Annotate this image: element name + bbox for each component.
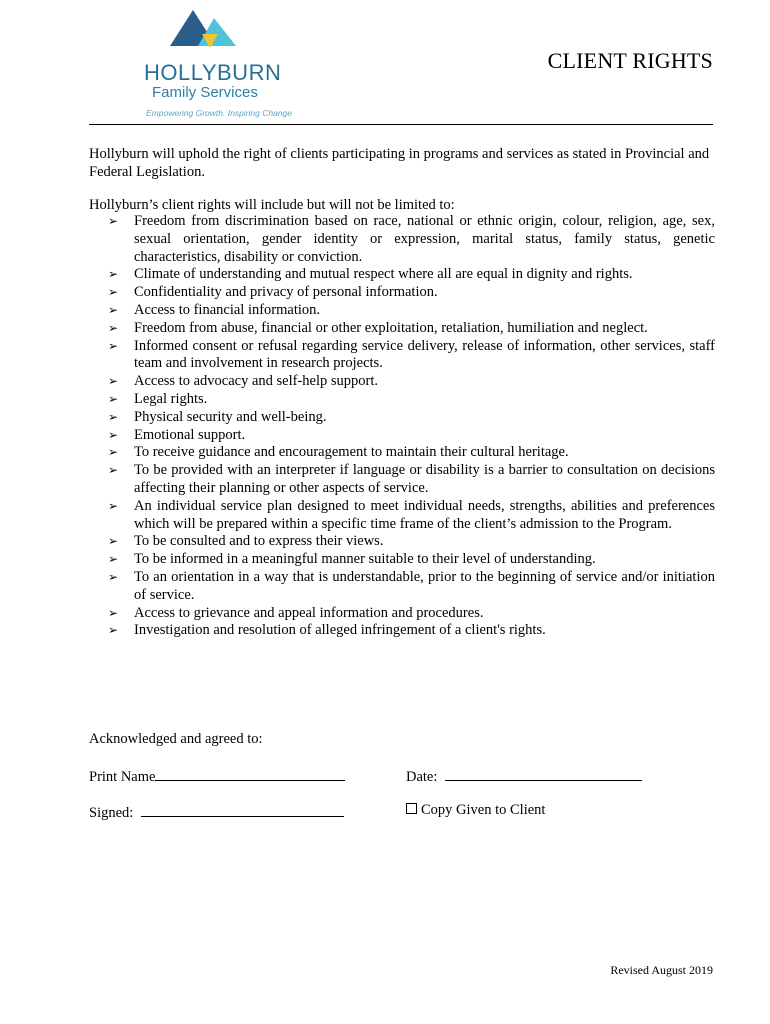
right-text: To be informed in a meaningful manner suitable to their level of understanding. — [134, 551, 596, 568]
intro-paragraph: Hollyburn will uphold the right of clients participating in programs and services as stated in Provincial and Federal Legislation. — [89, 146, 710, 180]
rights-lead: Hollyburn’s client rights will include but will not be limited to: — [89, 197, 455, 213]
right-text: To be provided with an interpreter if language or disability is a barrier to consultation on decisions affecting their planning or other aspects of service. — [134, 462, 715, 496]
print-name-row — [89, 766, 345, 786]
right-text: To an orientation in a way that is understandable, prior to the beginning of service and/or initiation of service. — [134, 568, 715, 603]
right-text: Access to advocacy and self-help support. — [134, 373, 379, 390]
acknowledgement-text: Acknowledged and agreed to: — [89, 731, 263, 747]
rights-list — [106, 213, 715, 640]
right-text: Emotional support. — [134, 426, 246, 443]
arrow-bullet-icon: ➢ — [108, 374, 119, 389]
right-item — [106, 338, 715, 374]
right-item — [106, 462, 715, 498]
right-item — [106, 622, 715, 640]
right-text: Access to grievance and appeal information and procedures. — [134, 604, 484, 621]
arrow-bullet-icon: ➢ — [108, 214, 119, 228]
print-name-field[interactable] — [155, 766, 345, 781]
signed-row — [89, 802, 344, 822]
right-text: Physical security and well-being. — [134, 408, 327, 425]
right-item — [106, 373, 715, 391]
arrow-bullet-icon: ➢ — [108, 391, 119, 406]
right-item — [106, 320, 715, 338]
right-item — [106, 605, 715, 623]
arrow-bullet-icon: ➢ — [108, 409, 119, 424]
right-text: Informed consent or refusal regarding service delivery, release of information, other services, staff team and involvement in research projects. — [134, 337, 715, 372]
hollyburn-logo — [140, 8, 292, 123]
logo-name: HOLLYBURN — [144, 60, 282, 85]
mountain-logo-icon — [166, 8, 246, 52]
right-item — [106, 498, 715, 534]
right-item — [106, 551, 715, 569]
right-item — [106, 427, 715, 445]
right-item — [106, 569, 715, 605]
date-label: Date: — [406, 769, 438, 785]
right-text: An individual service plan designed to meet individual needs, strengths, abilities and preferences which will be prepared within a specific time frame of the client’s admission to the Program. — [134, 497, 715, 532]
right-text: Legal rights. — [134, 390, 208, 407]
copy-given-label: Copy Given to Client — [421, 802, 546, 818]
logo-tagline: Empowering Growth. Inspiring Change — [146, 108, 292, 118]
right-item — [106, 444, 715, 462]
arrow-bullet-icon: ➢ — [108, 267, 119, 282]
right-item — [106, 284, 715, 302]
date-field[interactable] — [445, 766, 642, 781]
right-item — [106, 409, 715, 427]
right-text: Climate of understanding and mutual respect where all are equal in dignity and rights. — [134, 266, 633, 283]
right-item — [106, 213, 715, 266]
right-item — [106, 302, 715, 320]
right-item — [106, 266, 715, 284]
signature-field[interactable] — [141, 802, 344, 817]
arrow-bullet-icon: ➢ — [108, 623, 119, 638]
right-item — [106, 391, 715, 409]
arrow-bullet-icon: ➢ — [108, 552, 119, 567]
arrow-bullet-icon: ➢ — [108, 320, 119, 335]
arrow-bullet-icon: ➢ — [108, 302, 119, 317]
logo-subtitle: Family Services — [152, 84, 258, 101]
arrow-bullet-icon: ➢ — [108, 605, 119, 620]
print-name-label: Print Name — [89, 769, 156, 785]
page-title: CLIENT RIGHTS — [547, 48, 713, 73]
arrow-bullet-icon: ➢ — [108, 498, 119, 513]
copy-given-row — [406, 802, 545, 819]
header-divider — [89, 124, 713, 125]
right-item — [106, 533, 715, 551]
date-row — [406, 766, 642, 786]
right-text: Freedom from discrimination based on race, national or ethnic origin, colour, religion, age, sex, sexual orientation, gender identity or expression, marital status, family status, genetic characteristics, disability or conviction. — [134, 213, 715, 265]
right-text: To be consulted and to express their views. — [134, 533, 384, 550]
arrow-bullet-icon: ➢ — [108, 445, 119, 460]
arrow-bullet-icon: ➢ — [108, 285, 119, 300]
arrow-bullet-icon: ➢ — [108, 569, 119, 584]
signed-label: Signed: — [89, 805, 134, 821]
right-text: Investigation and resolution of alleged infringement of a client's rights. — [134, 622, 546, 639]
arrow-bullet-icon: ➢ — [108, 463, 119, 478]
right-text: Confidentiality and privacy of personal information. — [134, 284, 438, 301]
right-text: Access to financial information. — [134, 301, 321, 318]
revision-note: Revised August 2019 — [610, 963, 713, 977]
arrow-bullet-icon: ➢ — [108, 427, 119, 442]
arrow-bullet-icon: ➢ — [108, 338, 119, 353]
right-text: Freedom from abuse, financial or other exploitation, retaliation, humiliation and neglect. — [134, 319, 648, 336]
arrow-bullet-icon: ➢ — [108, 534, 119, 549]
right-text: To receive guidance and encouragement to maintain their cultural heritage. — [134, 444, 569, 461]
copy-given-checkbox[interactable] — [406, 803, 417, 814]
